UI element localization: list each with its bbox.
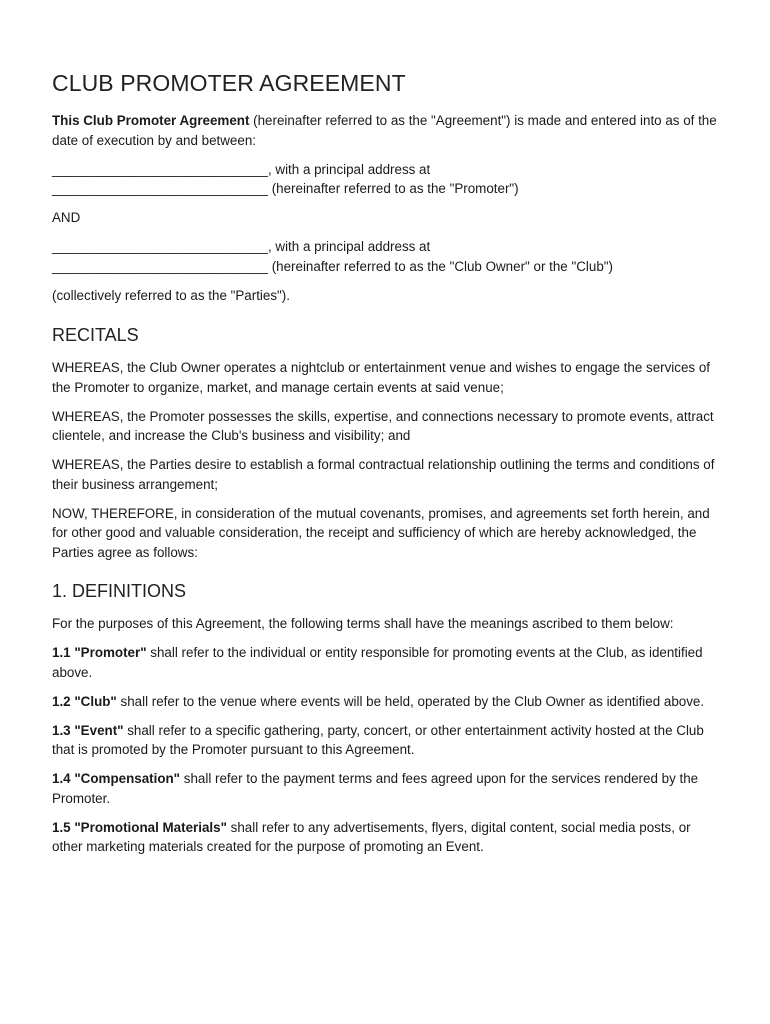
definition-item [52,692,724,712]
recitals-heading: RECITALS [52,325,139,345]
definition-text: shall refer to the venue where events will be held, operated by the Club Owner as identified above. [116,693,705,709]
recital-paragraph: NOW, THEREFORE, in consideration of the mutual covenants, promises, and agreements set forth herein, and for other good and valuable consideration, the receipt and sufficiency of which are hereby acknowledged, the Parties agree as follows: [52,505,710,560]
recital-paragraph: WHEREAS, the Promoter possesses the skills, expertise, and connections necessary to promote events, attract clientele, and increase the Club's business and visibility; and [52,408,714,443]
definition-item [52,643,724,682]
intro-paragraph [52,111,724,150]
and-label: AND [52,210,81,225]
definition-term: 1.2 "Club" [52,693,117,709]
definitions-section [52,581,724,857]
definitions-heading: 1. DEFINITIONS [52,581,187,601]
definition-term: 1.5 "Promotional Materials" [52,819,227,835]
intro-text: (hereinafter referred to as the "Agreement") is made and entered into as of the date of execution by and between: [52,113,717,148]
definition-text: shall refer to the payment terms and fees agreed upon for the services rendered by the Promoter. [52,771,699,806]
collectively-paragraph: (collectively referred to as the "Parties"). [52,287,290,303]
recital-paragraph: WHEREAS, the Parties desire to establish a formal contractual relationship outlining the terms and conditions of their business arrangement; [52,457,715,492]
definition-term: 1.4 "Compensation" [52,771,181,786]
definitions-intro: For the purposes of this Agreement, the following terms shall have the meanings ascribed to them below: [52,616,674,631]
definition-text: shall refer to a specific gathering, party, concert, or other entertainment activity hosted at the Club that is promoted by the Promoter pursuant to this Agreement. [52,722,704,757]
party-club-line2: _____________________________ (hereinafter referred to as the "Club Owner" or the "Club") [52,258,613,274]
definition-term: 1.1 "Promoter" [52,645,147,660]
definition-item [52,818,724,857]
recital-paragraph: WHEREAS, the Club Owner operates a nightclub or entertainment venue and wishes to engage the services of the Promoter to organize, market, and manage certain events at said venue; [52,360,710,395]
definition-text: shall refer to the individual or entity responsible for promoting events at the Club, as identified above. [52,645,703,680]
party-promoter-line1: _____________________________, with a principal address at [52,161,431,177]
intro-bold: This Club Promoter Agreement [52,113,250,128]
recitals-section [52,325,724,562]
party-promoter-line2: _____________________________ (hereinafter referred to as the "Promoter") [52,181,519,196]
definition-item [52,769,724,808]
document-title: CLUB PROMOTER AGREEMENT [52,70,406,96]
party-club-line1: _____________________________, with a principal address at [52,239,431,254]
definition-item [52,721,724,760]
party-promoter [52,160,724,199]
definition-term: 1.3 "Event" [52,722,124,738]
definition-text: shall refer to any advertisements, flyers, digital content, social media posts, or other marketing materials created for the purpose of promoting an Event. [52,819,691,854]
party-club-owner [52,237,724,276]
document-page [52,70,724,866]
